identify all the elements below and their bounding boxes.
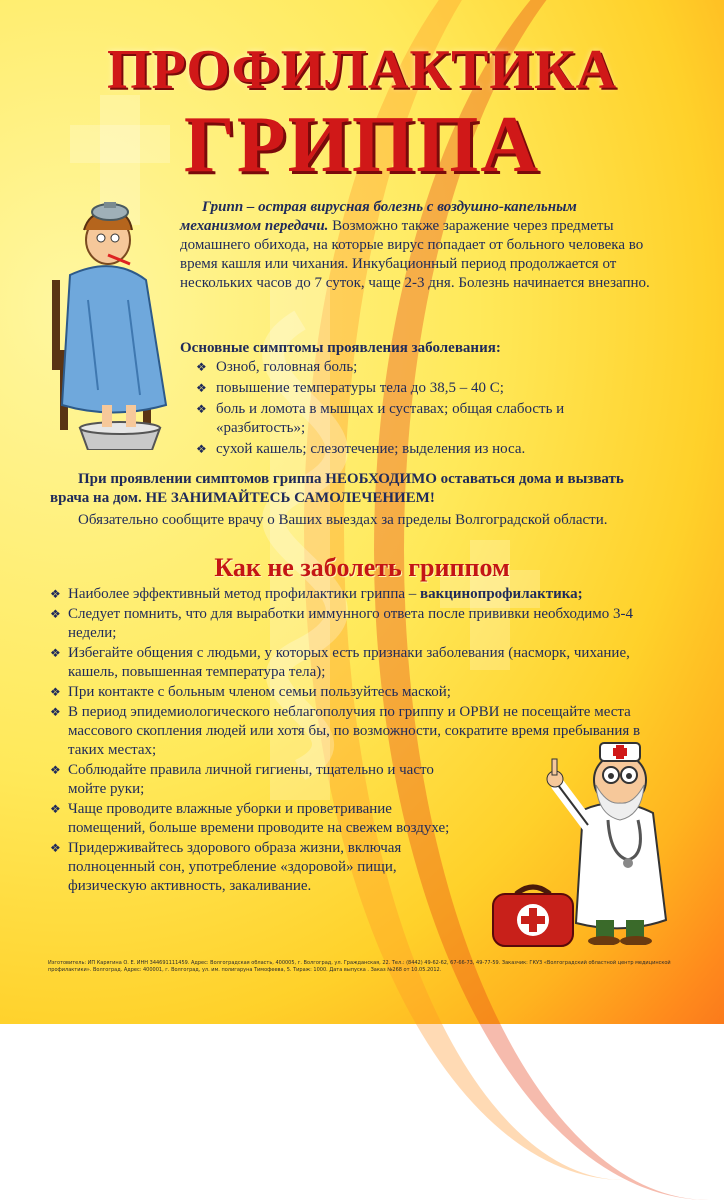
vaccination-highlight: вакцинопрофилактика; (420, 586, 583, 602)
list-item: ❖ боль и ломота в мышцах и суставах; общая слабость и «разбитость»; (196, 400, 636, 438)
list-item: ❖ В период эпидемиологического неблагополучия по гриппу и ОРВИ не посещайте места массового скопления людей или хотя бы, по возможности, сократите время пребывания в таких местах; (50, 703, 668, 760)
poster-title-line2: ГРИППА (183, 101, 541, 189)
travel-note: Обязательно сообщите врачу о Ваших выездах за пределы Волгоградской области. (78, 512, 608, 528)
intro-paragraph (180, 198, 660, 293)
list-item: ❖ сухой кашель; слезотечение; выделения из носа. (196, 440, 636, 459)
poster-title-line1: ПРОФИЛАКТИКА (106, 39, 618, 101)
prevention-title: Как не заболеть гриппом (214, 553, 510, 582)
list-item: ❖ Придерживайтесь здорового образа жизни, включая полноценный сон, употребление «здоровой» пищи, физическую активность, закаливание. (50, 839, 468, 896)
symptoms-list (196, 358, 636, 461)
list-item: ❖ Чаще проводите влажные уборки и проветривание помещений, больше времени проводите на свежем воздухе; (50, 800, 468, 838)
prevention-item-text: Наиболее эффективный метод профилактики гриппа – (68, 586, 421, 602)
list-item: ❖ Соблюдайте правила личной гигиены, тщательно и часто мойте руки; (50, 761, 468, 799)
symptoms-title: Основные симптомы проявления заболевания: (180, 340, 501, 356)
list-item: ❖ При контакте с больным членом семьи пользуйтесь маской; (50, 683, 670, 702)
publisher-footer: Изготовитель: ИП Карягина О. Е. ИНН 344691111459. Адрес: Волгоградская область, 400005, г. Волгоград, ул. Гражданская, 22. Тел.: (8442) 49-62-62, 67-66-73, 49-77-59. Заказчик: ГКУЗ «Волгоградский областной центр медицинской профилактики». Волгоград. Адрес: 400001, г. Волгоград, ул. им. полигаруна Тимофеева, 5. Тираж: 1000. Дата выпуска . Заказ №268 от 10.05.2012. (48, 960, 671, 973)
warning-text: При проявлении симптомов гриппа НЕОБХОДИМО оставаться дома и вызвать врача на дом. НЕ ЗАНИМАЙТЕСЬ САМОЛЕЧЕНИЕМ! (50, 471, 624, 506)
intro-text: Возможно также заражение через предметы домашнего обихода, на которые вирус попадает от больного человека во время кашля или чихания. Инкубационный период продолжается от нескольких часов до 7 суток, чаще 2-3 дня. Болезнь начинается внезапно. (180, 218, 650, 291)
list-item: ❖ Озноб, головная боль; (196, 358, 636, 377)
sick-man-illustration (48, 200, 178, 450)
list-item (50, 585, 670, 604)
list-item: ❖ Следует помнить, что для выработки иммунного ответа после прививки необходимо 3-4 недели; (50, 605, 670, 643)
flu-definition: Грипп – острая вирусная болезнь с воздушно-капельным механизмом передачи. (180, 199, 577, 234)
medical-bag-icon (488, 880, 578, 950)
list-item: ❖ Избегайте общения с людьми, у которых есть признаки заболевания (насморк, чихание, кашель, повышенная температура тела); (50, 644, 670, 682)
list-item: ❖ повышение температуры тела до 38,5 – 40 С; (196, 379, 636, 398)
